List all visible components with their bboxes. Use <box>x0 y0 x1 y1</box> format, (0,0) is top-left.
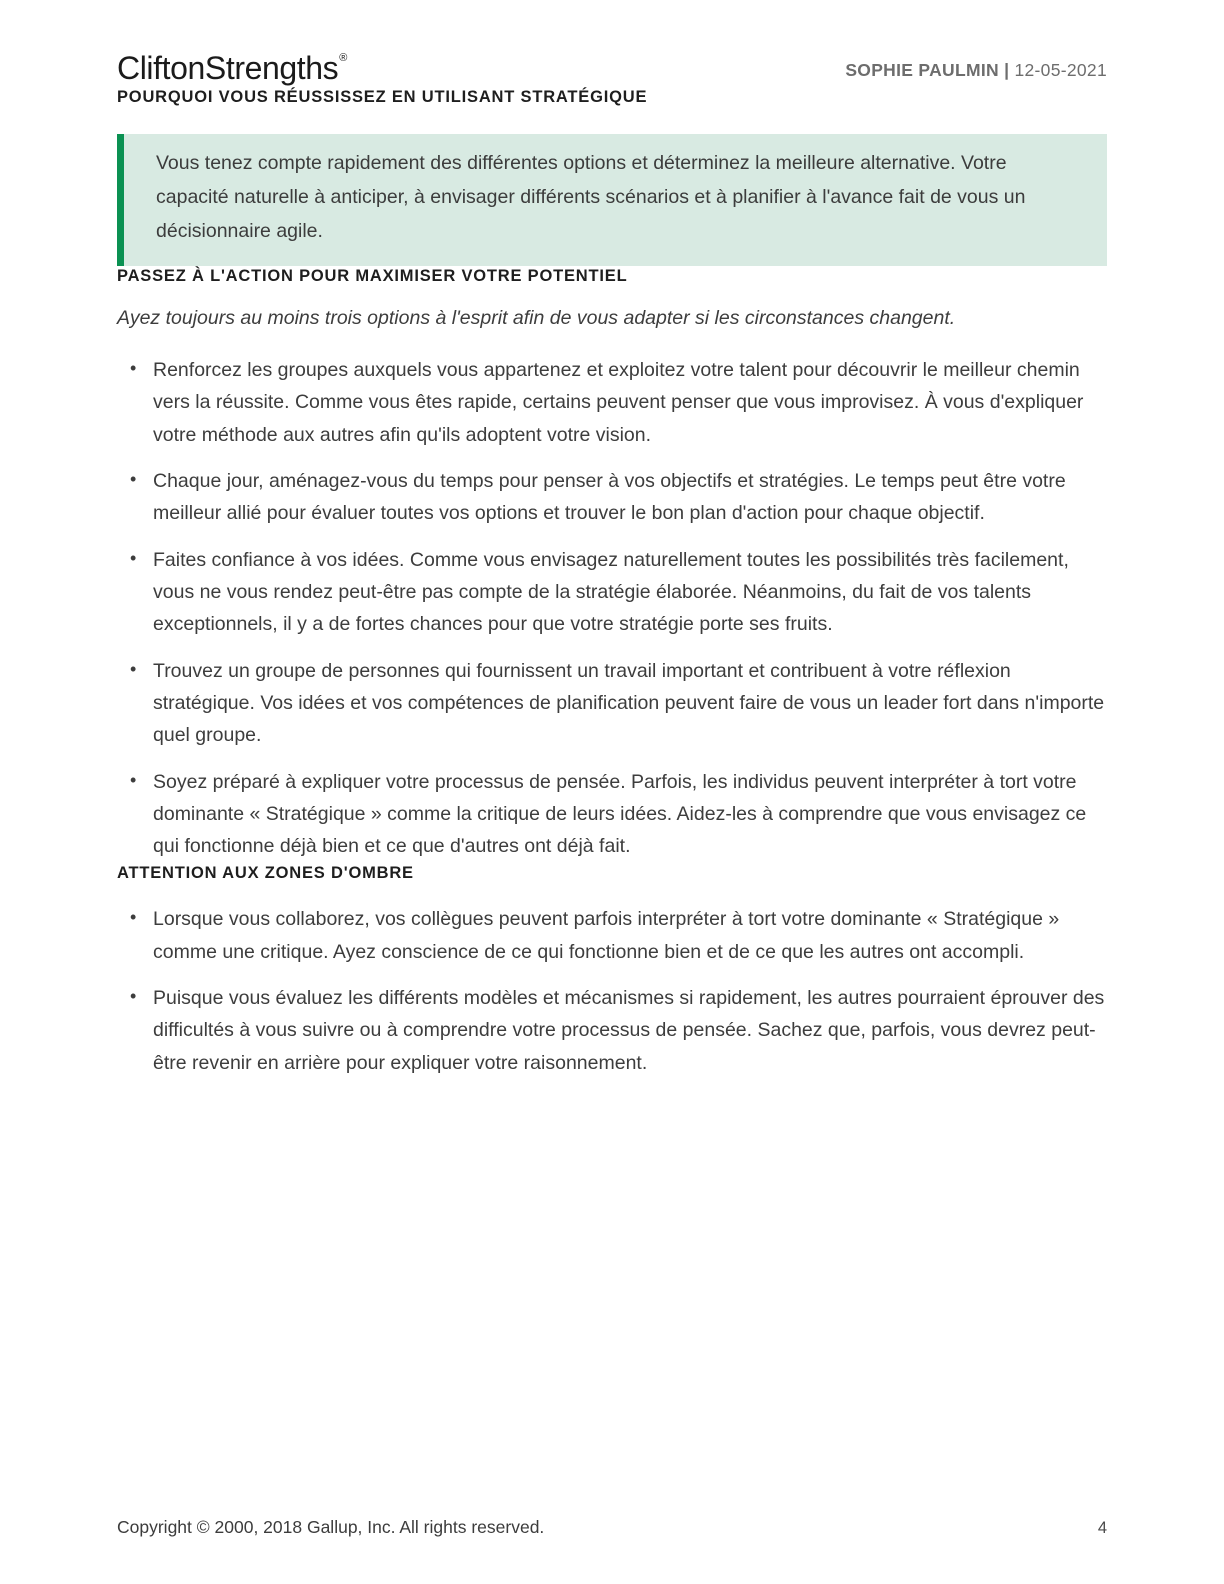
page-footer <box>117 1517 1107 1538</box>
bullet-item: • Trouvez un groupe de personnes qui fournissent un travail important et contribuent à votre réflexion stratégique. Vos idées et vos compétences de planification peuvent faire de vous un leader fort dans n'importe quel groupe. <box>153 655 1107 752</box>
bullet-item: • Soyez préparé à expliquer votre processus de pensée. Parfois, les individus peuvent interpréter à tort votre dominante « Stratégique » comme la critique de leurs idées. Aidez-les à comprendre que vous envisagez ce qui fonctionne déjà bien et ce que d'autres ont déjà fait. <box>153 766 1107 863</box>
owner-name: SOPHIE PAULMIN <box>845 60 999 80</box>
section-blind-spots <box>117 863 1107 1079</box>
cliftonstrengths-logo <box>117 50 346 87</box>
strength-summary-callout <box>117 134 1107 266</box>
section-heading-take-action: PASSEZ À L'ACTION POUR MAXIMISER VOTRE POTENTIEL <box>117 267 628 285</box>
page-header <box>117 0 1107 87</box>
registered-trademark-mark: ® <box>339 52 347 64</box>
header-separator: | <box>1004 60 1010 80</box>
take-action-intro: Ayez toujours au moins trois options à l'esprit afin de vous adapter si les circonstances changent. <box>117 307 956 330</box>
bullet-item: • Chaque jour, aménagez-vous du temps pour penser à vos objectifs et stratégies. Le temps peut être votre meilleur allié pour évaluer toutes vos options et trouver le bon plan d'action pour chaque objectif. <box>153 465 1107 530</box>
report-owner-info <box>845 60 1107 81</box>
copyright-notice: Copyright © 2000, 2018 Gallup, Inc. All rights reserved. <box>117 1517 545 1537</box>
bullet-item: • Faites confiance à vos idées. Comme vous envisagez naturellement toutes les possibilités très facilement, vous ne vous rendez peut-être pas compte de la stratégie élaborée. Néanmoins, du fait de vos talents exceptionnels, il y a de fortes chances pour que votre stratégie porte ses fruits. <box>153 544 1107 641</box>
bullet-item: • Lorsque vous collaborez, vos collègues peuvent parfois interpréter à tort votre dominante « Stratégique » comme une critique. Ayez conscience de ce qui fonctionne bien et de ce que les autres ont accompli. <box>153 903 1107 968</box>
section-heading-why: POURQUOI VOUS RÉUSSISSEZ EN UTILISANT STRATÉGIQUE <box>117 87 648 106</box>
report-date: 12-05-2021 <box>1014 60 1107 80</box>
section-heading-blind-spots: ATTENTION AUX ZONES D'OMBRE <box>117 863 414 882</box>
strength-summary-text: Vous tenez compte rapidement des différentes options et déterminez la meilleure alternative. Votre capacité naturelle à anticiper, à envisager différents scénarios et à planifier à l'avance fait de vous un décisionnaire agile. <box>156 152 1026 243</box>
section-why-you-succeed <box>117 87 1107 266</box>
report-content <box>117 87 1107 1079</box>
blind-spots-bullet-list <box>117 903 1107 1079</box>
take-action-bullet-list <box>117 354 1107 863</box>
page-number: 4 <box>1097 1519 1107 1537</box>
bullet-item: • Puisque vous évaluez les différents modèles et mécanismes si rapidement, les autres pourraient éprouver des difficultés à vous suivre ou à comprendre votre processus de pensée. Sachez que, parfois, vous devrez peut-être revenir en arrière pour expliquer votre raisonnement. <box>153 982 1107 1079</box>
section-take-action <box>117 266 1107 863</box>
logo-text: CliftonStrengths <box>117 50 339 86</box>
bullet-item: • Renforcez les groupes auxquels vous appartenez et exploitez votre talent pour découvrir le meilleur chemin vers la réussite. Comme vous êtes rapide, certains peuvent penser que vous improvisez. À vous d'expliquer votre méthode aux autres afin qu'ils adoptent votre vision. <box>153 354 1107 451</box>
